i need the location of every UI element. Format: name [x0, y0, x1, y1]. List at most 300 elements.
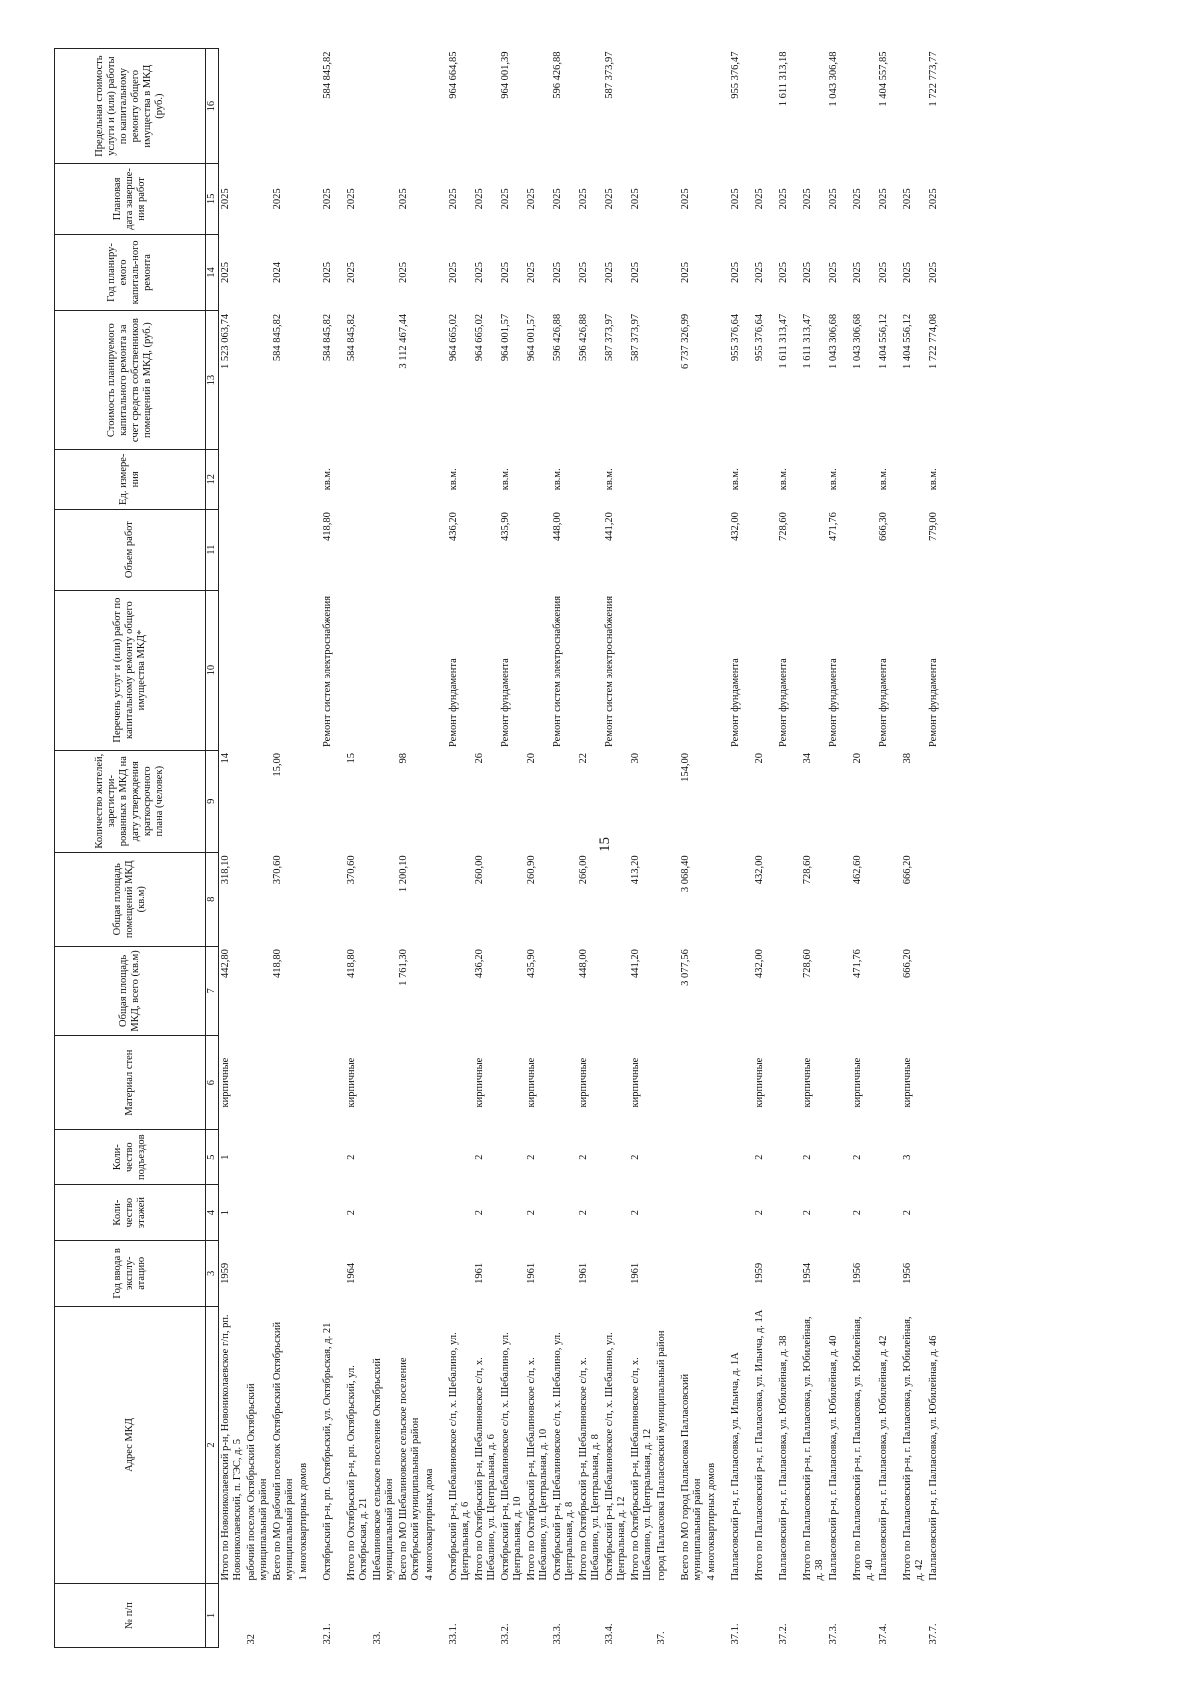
table-cell	[777, 750, 801, 852]
table-cell: 2025	[828, 188, 839, 210]
table-cell: 2025	[902, 188, 913, 210]
table-cell: кв.м.	[778, 468, 789, 491]
table-cell	[473, 449, 499, 509]
table-cell: 1 многоквартирных домов	[298, 1462, 309, 1581]
table-cell: 2025	[778, 261, 789, 283]
table-cell	[271, 1129, 297, 1184]
table-cell: 1961	[526, 1262, 537, 1284]
table-cell	[777, 946, 801, 1036]
table-cell	[705, 946, 729, 1036]
table-cell: 1 404 556,12	[902, 313, 913, 369]
table-cell	[447, 1240, 473, 1306]
table-cell: 418,80	[272, 949, 283, 979]
table-cell	[851, 449, 877, 509]
table-cell: 471,76	[852, 949, 863, 979]
table-cell: 2025	[630, 261, 641, 283]
table-cell	[629, 509, 655, 590]
table-cell	[525, 449, 551, 509]
table-cell: Палласовский р-н, г. Палласовка, ул. Юбилейная, д. 46	[928, 1335, 939, 1581]
table-cell: кирпичные	[902, 1057, 913, 1108]
table-cell: кв.м.	[448, 468, 459, 491]
table-cell: 666,20	[902, 855, 913, 885]
table-cell: 6 737 326,99	[680, 313, 691, 369]
table-cell: 779,00	[928, 512, 939, 541]
column-header: Материал стен	[55, 1036, 206, 1130]
page-number: 15	[597, 837, 613, 852]
table-cell	[371, 234, 397, 311]
table-cell	[371, 1036, 397, 1130]
column-header: Количество жителей, зарегистри-рованных в МКД на дату утверждения краткосрочного плана (человек)	[55, 750, 206, 852]
table-cell: кв.м.	[552, 468, 563, 491]
table-cell	[777, 1129, 801, 1184]
table-cell	[901, 449, 927, 509]
table-cell: 2025	[500, 261, 511, 283]
table-cell	[801, 590, 827, 750]
table-cell: 33.4.	[604, 1623, 615, 1645]
table-row	[297, 49, 321, 1648]
table-cell	[827, 1036, 851, 1130]
table-cell: 260,00	[474, 855, 485, 885]
table-row	[827, 49, 851, 1648]
table-cell: 2025	[448, 261, 459, 283]
table-cell: 448,00	[578, 949, 589, 979]
table-cell: Итого по Октябрьский р-н, Шебалиновское с/п, х. Шебалино, ул. Центральная, д. 12	[630, 1357, 653, 1581]
table-cell	[927, 852, 951, 946]
table-cell	[499, 750, 525, 852]
table-cell: 1 722 774,08	[928, 313, 939, 369]
table-cell	[321, 1129, 345, 1184]
table-cell	[551, 1240, 577, 1306]
table-cell: 728,60	[802, 855, 813, 885]
column-number: 15	[206, 164, 219, 234]
table-cell	[729, 946, 753, 1036]
table-cell	[629, 1584, 655, 1648]
table-cell: 1 611 313,47	[778, 313, 789, 369]
table-cell: 2025	[630, 188, 641, 210]
table-cell	[423, 750, 447, 852]
table-cell: 2025	[802, 188, 813, 210]
table-cell	[679, 1240, 705, 1306]
table-cell	[705, 509, 729, 590]
table-cell	[447, 946, 473, 1036]
table-cell: 1959	[220, 1262, 231, 1284]
table-cell: 30	[630, 753, 641, 764]
table-cell	[901, 49, 927, 164]
table-cell	[629, 449, 655, 509]
table-row	[245, 49, 271, 1648]
table-cell: 1 043 306,48	[828, 51, 839, 107]
table-cell	[603, 1036, 629, 1130]
table-cell: 413,20	[630, 855, 641, 885]
table-cell: 34	[802, 753, 813, 764]
table-cell	[577, 590, 603, 750]
table-cell: 728,60	[802, 949, 813, 979]
table-cell	[551, 1185, 577, 1240]
table-row	[447, 49, 473, 1648]
table-cell: 2025	[346, 188, 357, 210]
table-cell: Итого по Палласовский р-н, г. Палласовка, ул. Юбилейная, д. 40	[852, 1316, 875, 1581]
table-cell: 2025	[552, 261, 563, 283]
table-cell	[705, 590, 729, 750]
table-cell: 432,00	[754, 949, 765, 979]
table-cell	[245, 509, 271, 590]
table-cell: 2025	[852, 261, 863, 283]
table-cell: 318,10	[220, 855, 231, 885]
table-cell: Палласовский р-н, г. Палласовка, ул. Ильича, д. 1А	[730, 1352, 741, 1581]
table-cell	[499, 1129, 525, 1184]
table-cell: 1 611 313,18	[778, 51, 789, 107]
table-cell	[397, 1129, 423, 1184]
table-cell: 2	[754, 1209, 765, 1216]
table-cell	[423, 49, 447, 164]
table-cell: 955 376,64	[730, 313, 741, 362]
table-cell	[777, 1240, 801, 1306]
table-cell: 2025	[526, 188, 537, 210]
column-number: 13	[206, 311, 219, 450]
table-cell	[753, 1584, 777, 1648]
table-cell: 436,20	[474, 949, 485, 979]
table-cell	[777, 1036, 801, 1130]
table-cell	[297, 1584, 321, 1648]
column-number: 11	[206, 509, 219, 590]
table-cell	[877, 1240, 901, 1306]
table-cell	[345, 49, 371, 164]
table-cell: 1961	[578, 1262, 589, 1284]
table-cell: 2025	[220, 188, 231, 210]
table-row	[345, 49, 371, 1648]
table-cell: 2025	[346, 261, 357, 283]
column-header: Общая площадь МКД, всего (кв.м)	[55, 946, 206, 1036]
repair-plan-table	[54, 48, 951, 1648]
table-cell	[577, 49, 603, 164]
table-cell	[423, 1584, 447, 1648]
table-cell	[603, 750, 629, 852]
table-cell: 1 200,10	[398, 855, 409, 893]
table-cell	[827, 852, 851, 946]
table-cell	[423, 946, 447, 1036]
table-cell: 418,80	[322, 512, 333, 541]
table-cell: 1 043 306,68	[852, 313, 863, 369]
table-cell: 2025	[398, 261, 409, 283]
table-cell: кв.м.	[928, 468, 939, 491]
table-cell: 1 523 063,74	[220, 313, 231, 369]
table-cell	[447, 750, 473, 852]
table-cell	[499, 1240, 525, 1306]
column-number: 2	[206, 1306, 219, 1583]
table-row	[655, 49, 679, 1648]
table-cell: Ремонт систем электроснабжения	[552, 595, 563, 748]
table-cell	[729, 1036, 753, 1130]
table-cell	[729, 1129, 753, 1184]
table-cell	[423, 509, 447, 590]
column-number: 8	[206, 852, 219, 946]
table-cell	[629, 590, 655, 750]
table-cell: 370,60	[346, 855, 357, 885]
table-cell: 2025	[802, 261, 813, 283]
table-cell: кирпичные	[578, 1057, 589, 1108]
column-number: 3	[206, 1240, 219, 1306]
table-cell	[655, 946, 679, 1036]
table-cell	[801, 449, 827, 509]
table-cell: Всего по МО город Палласовка Палласовский муниципальный район	[680, 1373, 703, 1581]
table-cell: 2025	[272, 188, 283, 210]
table-cell: Ремонт фундамента	[730, 658, 741, 748]
table-cell: 435,90	[526, 949, 537, 979]
table-cell	[629, 49, 655, 164]
table-cell	[423, 449, 447, 509]
table-cell	[297, 1036, 321, 1130]
table-cell: 370,60	[272, 855, 283, 885]
table-cell	[705, 1584, 729, 1648]
table-cell: кирпичные	[852, 1057, 863, 1108]
table-cell	[655, 234, 679, 311]
table-cell	[603, 1185, 629, 1240]
table-cell: кирпичные	[526, 1057, 537, 1108]
table-cell: 2025	[878, 188, 889, 210]
table-cell	[371, 449, 397, 509]
table-cell: 2	[346, 1154, 357, 1160]
table-cell	[271, 509, 297, 590]
table-cell	[245, 1129, 271, 1184]
table-cell: 37.3.	[828, 1623, 839, 1645]
table-cell	[219, 509, 246, 590]
table-cell	[499, 852, 525, 946]
table-cell	[297, 946, 321, 1036]
table-cell: 2025	[322, 261, 333, 283]
table-cell	[655, 1036, 679, 1130]
table-cell: 32.1.	[322, 1623, 333, 1645]
table-cell: 22	[578, 753, 589, 764]
table-cell	[705, 449, 729, 509]
table-cell: 33.1.	[448, 1623, 459, 1645]
table-cell: 1961	[474, 1262, 485, 1284]
table-cell	[499, 1036, 525, 1130]
table-row	[877, 49, 901, 1648]
column-number: 7	[206, 946, 219, 1036]
table-cell: 14	[220, 753, 231, 764]
table-cell	[525, 509, 551, 590]
table-cell: 435,90	[500, 512, 511, 541]
table-cell	[345, 590, 371, 750]
table-cell	[877, 946, 901, 1036]
table-cell	[371, 164, 397, 234]
table-cell: 2	[474, 1154, 485, 1160]
table-cell	[655, 1129, 679, 1184]
column-number: 6	[206, 1036, 219, 1130]
table-cell: 2025	[852, 188, 863, 210]
table-cell	[245, 946, 271, 1036]
table-cell	[655, 1240, 679, 1306]
table-cell: 964 664,85	[448, 51, 459, 99]
table-cell	[851, 590, 877, 750]
table-cell: 2025	[578, 188, 589, 210]
table-cell	[423, 590, 447, 750]
table-cell: 2	[526, 1209, 537, 1216]
table-cell: 1 404 556,12	[878, 313, 889, 369]
table-row	[927, 49, 951, 1648]
table-cell: рабочий поселок Октябрьский Октябрьский муниципальный район	[246, 1383, 269, 1581]
table-cell	[271, 1240, 297, 1306]
table-row	[525, 49, 551, 1648]
table-cell: 584 845,82	[322, 51, 333, 99]
table-cell: 2025	[448, 188, 459, 210]
table-cell: Октябрьский р-н, Шебалиновское с/п, х. Шебалино, ул. Центральная, д. 8	[552, 1332, 575, 1581]
table-cell: 587 373,97	[604, 313, 615, 362]
table-cell: 441,20	[630, 949, 641, 979]
table-cell: Палласовский р-н, г. Палласовка, ул. Юбилейная, д. 38	[778, 1335, 789, 1581]
column-header: № п/п	[55, 1584, 206, 1648]
table-cell	[297, 49, 321, 164]
table-cell: 2025	[754, 188, 765, 210]
table-cell: 37.7.	[928, 1623, 939, 1645]
table-cell	[705, 852, 729, 946]
table-cell: Ремонт фундамента	[928, 658, 939, 748]
table-cell	[551, 946, 577, 1036]
table-cell	[877, 1129, 901, 1184]
table-cell	[577, 509, 603, 590]
table-cell	[371, 946, 397, 1036]
table-cell	[371, 311, 397, 450]
table-cell: 728,60	[778, 512, 789, 541]
table-cell: 584 845,82	[346, 313, 357, 362]
table-cell: 4 многоквартирных дома	[424, 1468, 435, 1581]
table-row	[851, 49, 877, 1648]
column-header: Коли-чество этажей	[55, 1185, 206, 1240]
table-cell	[371, 1185, 397, 1240]
table-cell	[729, 1240, 753, 1306]
table-cell: 1 611 313,47	[802, 313, 813, 369]
table-cell	[423, 1240, 447, 1306]
table-cell	[297, 234, 321, 311]
table-cell: 964 001,39	[500, 51, 511, 99]
table-cell: 2	[852, 1209, 863, 1216]
table-cell	[655, 509, 679, 590]
table-cell	[321, 1240, 345, 1306]
table-cell	[271, 590, 297, 750]
table-cell	[927, 1240, 951, 1306]
table-cell	[801, 49, 827, 164]
table-cell	[499, 946, 525, 1036]
table-cell	[551, 1129, 577, 1184]
table-cell: Итого по Палласовский р-н, г. Палласовка, ул. Ильича, д. 1А	[754, 1309, 765, 1581]
table-cell	[705, 164, 729, 234]
table-cell	[297, 1129, 321, 1184]
table-cell	[473, 49, 499, 164]
table-cell	[927, 946, 951, 1036]
table-cell: 3 112 467,44	[398, 313, 409, 369]
table-row	[423, 49, 447, 1648]
table-cell	[219, 590, 246, 750]
table-cell: 1956	[902, 1262, 913, 1284]
table-cell	[397, 49, 423, 164]
table-cell	[345, 509, 371, 590]
table-cell: 38	[902, 753, 913, 764]
table-cell	[827, 1185, 851, 1240]
table-cell	[271, 449, 297, 509]
table-cell	[827, 1240, 851, 1306]
table-cell	[245, 234, 271, 311]
table-cell: 596 426,88	[552, 313, 563, 362]
table-cell	[525, 49, 551, 164]
table-cell: 4 многоквартирных домов	[706, 1462, 717, 1581]
table-cell	[705, 750, 729, 852]
table-cell: 20	[754, 753, 765, 764]
table-cell: 2025	[680, 188, 691, 210]
table-cell: город Палласовка Палласовский муниципальный район	[656, 1330, 667, 1581]
table-cell	[705, 234, 729, 311]
table-cell	[655, 1185, 679, 1240]
table-cell	[397, 449, 423, 509]
table-cell	[603, 1129, 629, 1184]
table-cell	[245, 311, 271, 450]
table-cell: Шебалиновское сельское поселение Октябрьский муниципальный район	[372, 1358, 395, 1581]
table-cell: 1954	[802, 1262, 813, 1284]
table-cell: 26	[474, 753, 485, 764]
column-header: Общая площадь помещений МКД (кв.м)	[55, 852, 206, 946]
table-cell	[423, 234, 447, 311]
table-cell	[245, 1185, 271, 1240]
table-cell	[271, 49, 297, 164]
table-cell: 1959	[754, 1262, 765, 1284]
table-cell: 432,00	[754, 855, 765, 885]
table-cell	[655, 164, 679, 234]
table-cell	[397, 1185, 423, 1240]
table-cell	[577, 1584, 603, 1648]
table-cell	[801, 1584, 827, 1648]
table-cell	[321, 852, 345, 946]
table-cell	[397, 1240, 423, 1306]
table-cell: 2025	[778, 188, 789, 210]
table-cell	[679, 1584, 705, 1648]
table-row	[901, 49, 927, 1648]
table-cell: 260,90	[526, 855, 537, 885]
table-cell	[397, 590, 423, 750]
table-cell	[655, 750, 679, 852]
table-cell: 1 404 557,85	[878, 51, 889, 107]
table-cell	[447, 1129, 473, 1184]
table-cell	[423, 164, 447, 234]
table-cell	[679, 590, 705, 750]
table-cell: Итого по Палласовский р-н, г. Палласовка, ул. Юбилейная, д. 38	[802, 1316, 825, 1581]
table-cell: кв.м.	[878, 468, 889, 491]
table-cell: 2025	[500, 188, 511, 210]
table-cell: 955 376,47	[730, 51, 741, 99]
table-cell	[245, 852, 271, 946]
table-cell: 15	[346, 753, 357, 764]
table-cell: 32	[246, 1634, 257, 1645]
table-cell: 2025	[604, 188, 615, 210]
table-cell: 98	[398, 753, 409, 764]
table-cell: 3	[902, 1154, 913, 1160]
table-cell	[245, 449, 271, 509]
table-cell	[877, 1185, 901, 1240]
table-cell: 37.1.	[730, 1623, 741, 1645]
table-cell	[729, 750, 753, 852]
table-cell: Итого по Октябрьский р-н, Шебалиновское с/п, х. Шебалино, ул. Центральная, д. 8	[578, 1357, 601, 1581]
table-cell	[655, 49, 679, 164]
table-cell: 596 426,88	[578, 313, 589, 362]
header-row	[55, 49, 206, 1648]
table-cell: 37.2.	[778, 1623, 789, 1645]
table-cell: кв.м.	[500, 468, 511, 491]
table-cell	[801, 509, 827, 590]
table-row	[271, 49, 297, 1648]
table-cell: Палласовский р-н, г. Палласовка, ул. Юбилейная, д. 42	[878, 1335, 889, 1581]
table-cell	[423, 1185, 447, 1240]
table-cell	[777, 1185, 801, 1240]
table-cell: 964 665,02	[474, 313, 485, 362]
column-header: Год ввода в эксплу-атацию	[55, 1240, 206, 1306]
